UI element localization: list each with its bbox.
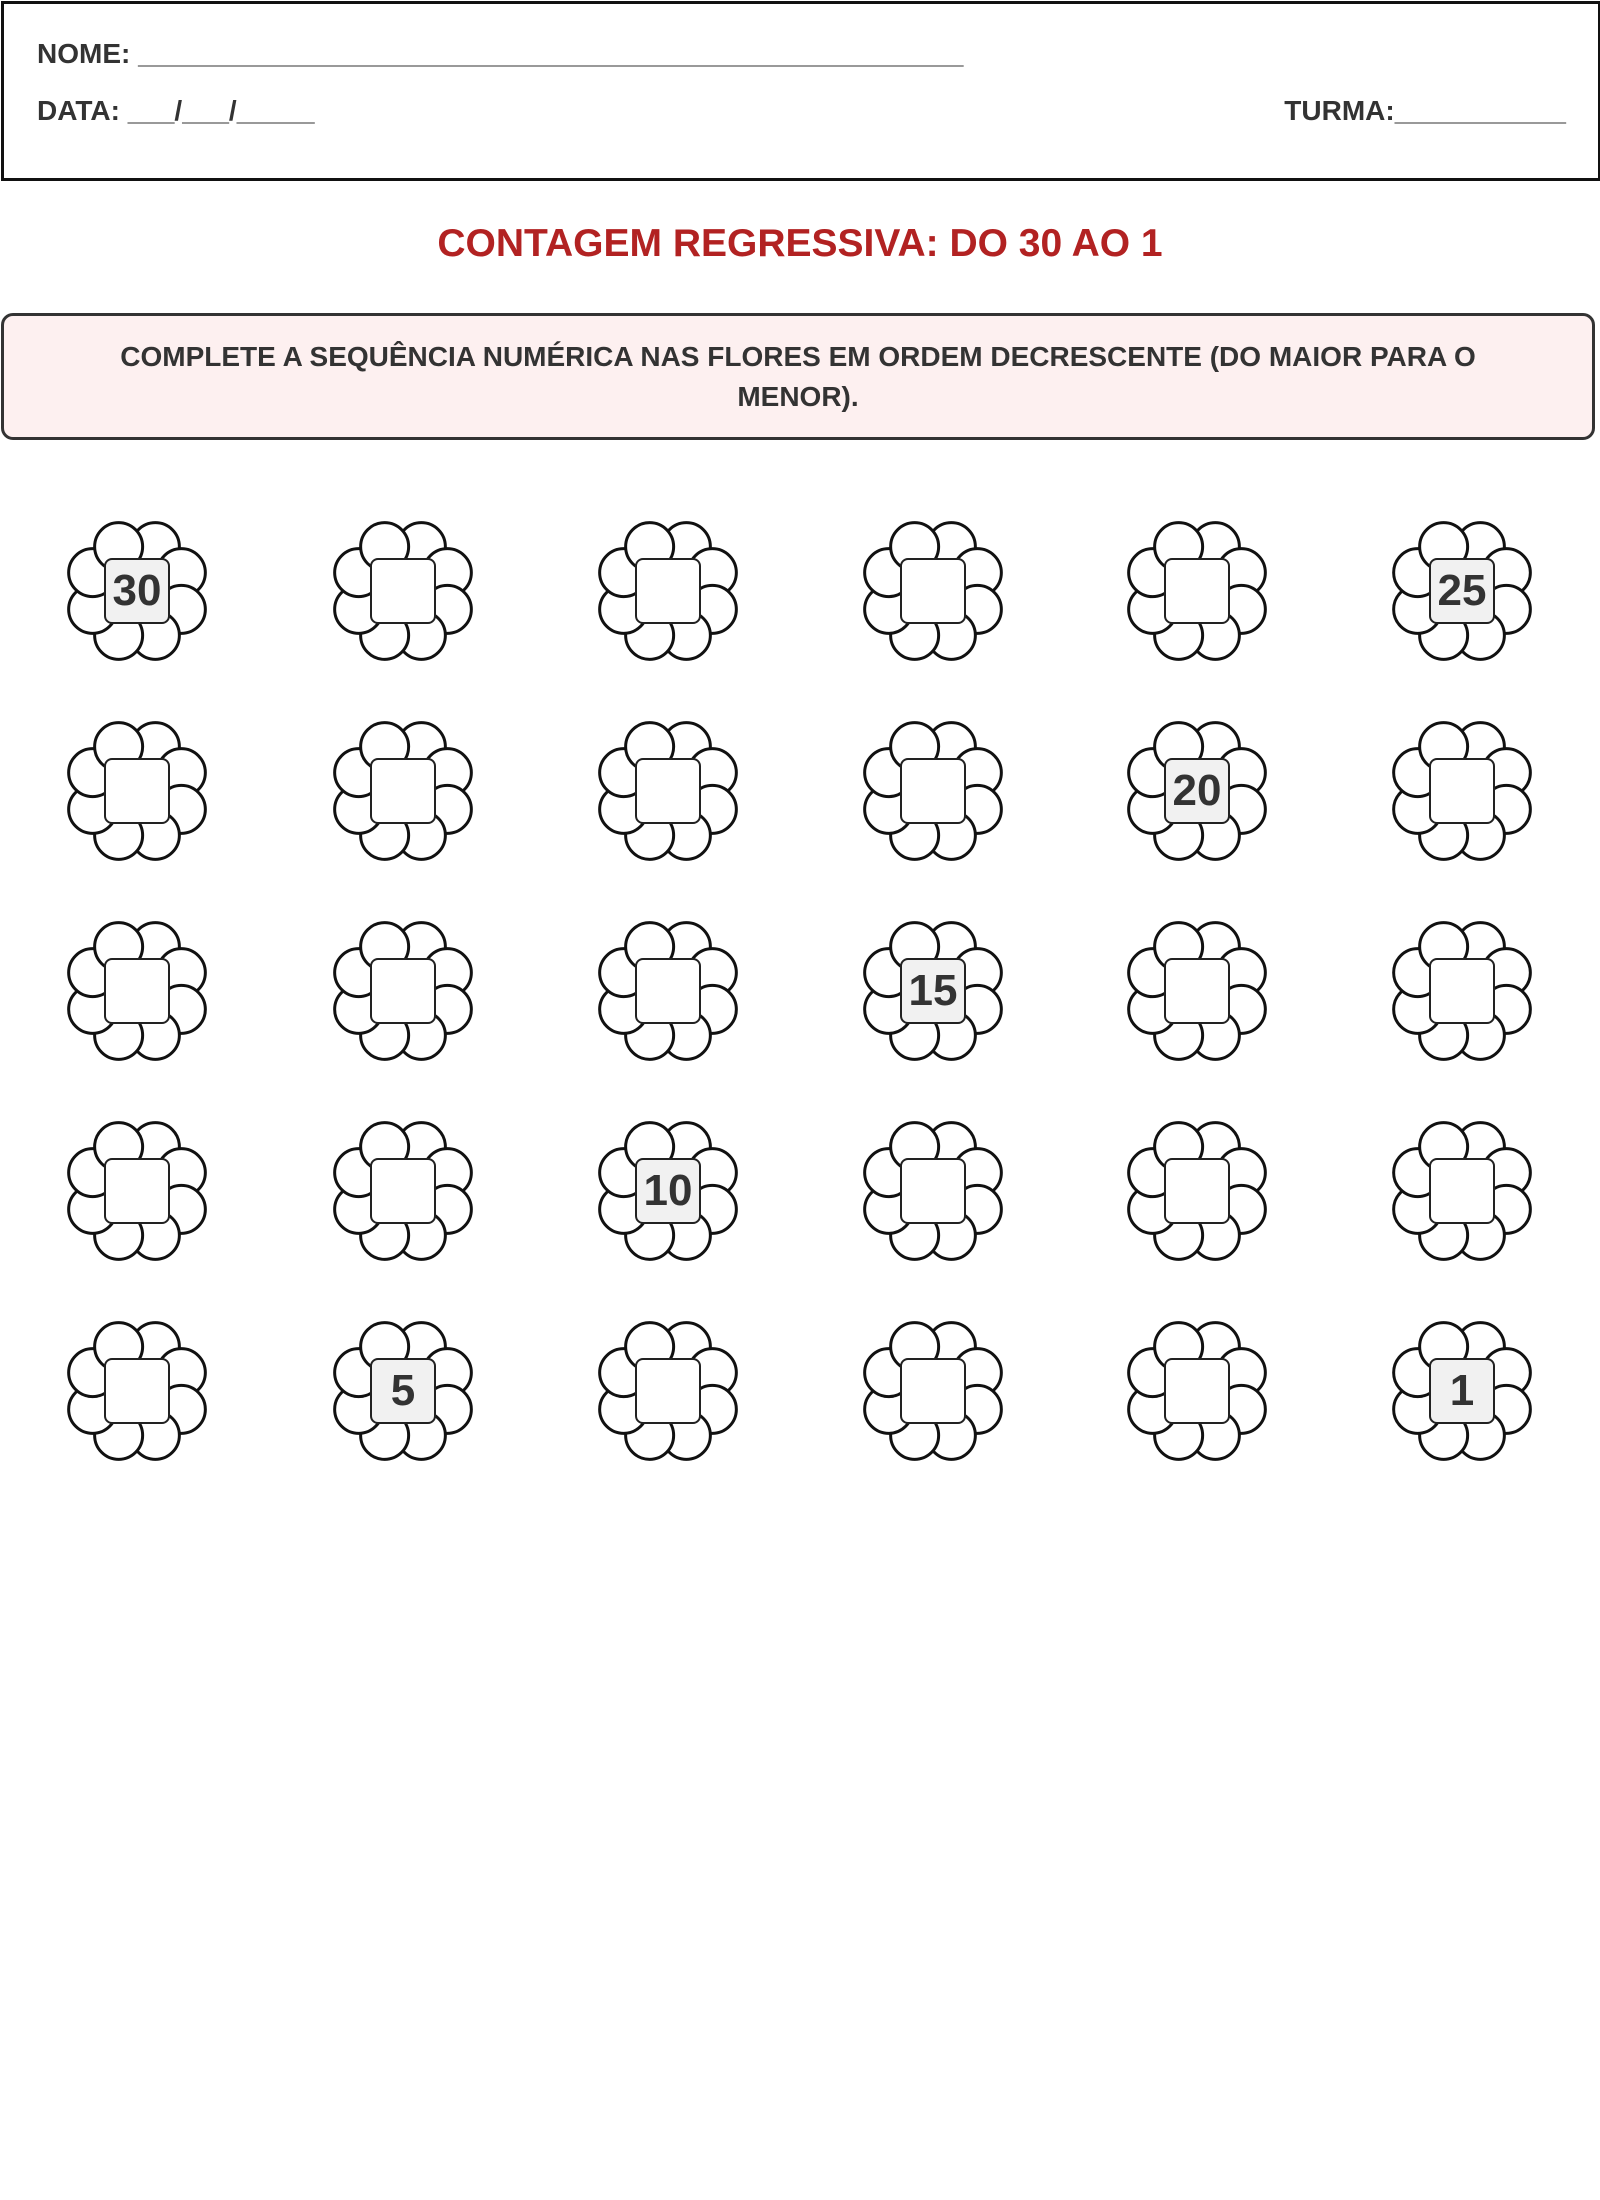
date-field[interactable]: DATA: ___/___/_____	[37, 95, 315, 126]
flower	[62, 716, 212, 866]
flower	[858, 1316, 1008, 1466]
answer-blank[interactable]	[370, 958, 436, 1024]
flower	[62, 516, 212, 666]
answer-blank[interactable]	[1164, 1358, 1230, 1424]
instruction-text: COMPLETE A SEQUÊNCIA NUMÉRICA NAS FLORES EM ORDEM DECRESCENTE (DO MAIOR PARA O MENOR).	[120, 340, 1476, 412]
answer-blank[interactable]	[635, 558, 701, 624]
answer-blank[interactable]	[1164, 1158, 1230, 1224]
flower	[858, 516, 1008, 666]
answer-blank[interactable]	[104, 1158, 170, 1224]
flower	[62, 916, 212, 1066]
student-info-box	[1, 1, 1600, 181]
answer-blank[interactable]	[1164, 558, 1230, 624]
flower	[1122, 1316, 1272, 1466]
answer-blank[interactable]	[900, 1158, 966, 1224]
flower	[328, 716, 478, 866]
instruction-box	[1, 313, 1595, 440]
given-number: 15	[900, 958, 966, 1024]
flower	[1387, 916, 1537, 1066]
answer-blank[interactable]	[1429, 1158, 1495, 1224]
flower	[328, 516, 478, 666]
given-number: 25	[1429, 558, 1495, 624]
given-number: 20	[1164, 758, 1230, 824]
answer-blank[interactable]	[370, 558, 436, 624]
answer-blank[interactable]	[900, 558, 966, 624]
flower	[858, 916, 1008, 1066]
answer-blank[interactable]	[1164, 958, 1230, 1024]
name-field[interactable]: NOME: _____________________________________________________	[37, 38, 964, 69]
answer-blank[interactable]	[104, 1358, 170, 1424]
flower	[593, 716, 743, 866]
given-number: 1	[1429, 1358, 1495, 1424]
answer-blank[interactable]	[370, 758, 436, 824]
answer-blank[interactable]	[1429, 758, 1495, 824]
flower	[1387, 716, 1537, 866]
answer-blank[interactable]	[900, 758, 966, 824]
flower	[1122, 1116, 1272, 1266]
flower	[1122, 716, 1272, 866]
flower	[593, 916, 743, 1066]
flower	[328, 916, 478, 1066]
flower	[62, 1116, 212, 1266]
flower	[593, 1116, 743, 1266]
class-field[interactable]: TURMA:___________	[1284, 95, 1566, 126]
flower	[1122, 916, 1272, 1066]
flower	[858, 1116, 1008, 1266]
answer-blank[interactable]	[1429, 958, 1495, 1024]
flower	[858, 716, 1008, 866]
answer-blank[interactable]	[635, 758, 701, 824]
answer-blank[interactable]	[370, 1158, 436, 1224]
given-number: 5	[370, 1358, 436, 1424]
given-number: 30	[104, 558, 170, 624]
flower	[593, 1316, 743, 1466]
answer-blank[interactable]	[635, 958, 701, 1024]
flower	[1387, 1316, 1537, 1466]
flower	[1122, 516, 1272, 666]
answer-blank[interactable]	[104, 758, 170, 824]
given-number: 10	[635, 1158, 701, 1224]
answer-blank[interactable]	[900, 1358, 966, 1424]
flower	[328, 1316, 478, 1466]
flower	[1387, 516, 1537, 666]
flower	[1387, 1116, 1537, 1266]
page-title: CONTAGEM REGRESSIVA: DO 30 AO 1	[437, 222, 1163, 265]
answer-blank[interactable]	[635, 1358, 701, 1424]
flower	[62, 1316, 212, 1466]
flower	[593, 516, 743, 666]
answer-blank[interactable]	[104, 958, 170, 1024]
flower	[328, 1116, 478, 1266]
